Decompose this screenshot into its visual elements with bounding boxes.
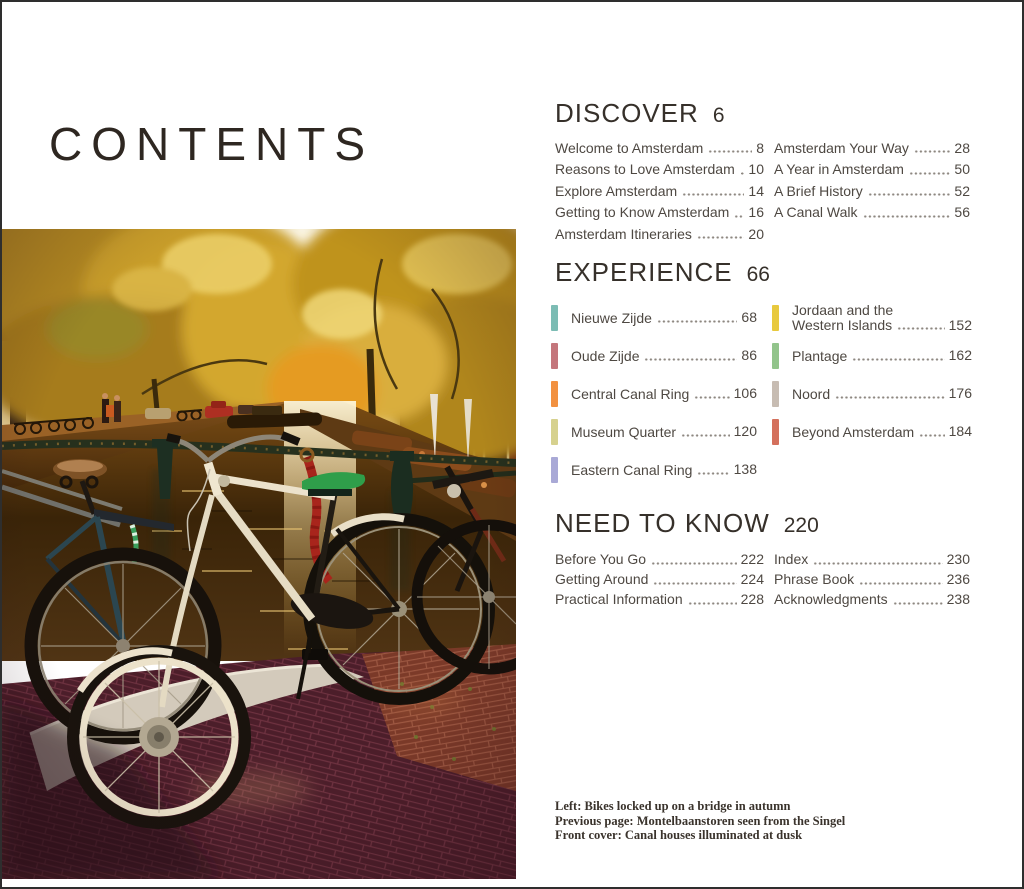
toc-entry-label: Nieuwe Zijde [571, 309, 652, 326]
dotted-leader [835, 395, 945, 400]
section-title: NEED TO KNOW [555, 508, 770, 538]
dotted-leader [688, 601, 737, 606]
toc-entry-label: Reasons to Love Amsterdam [555, 161, 735, 178]
toc-entry-label: Museum Quarter [571, 423, 677, 440]
toc-entry-label: Amsterdam Your Way [774, 140, 909, 156]
section-page-number: 66 [746, 263, 770, 286]
toc-entry-text [571, 348, 757, 363]
dotted-leader [682, 192, 744, 197]
section-need-to-know [555, 510, 970, 610]
toc-entry [555, 590, 764, 610]
toc-entry-page: 224 [740, 571, 764, 588]
toc-entry-label: Plantage [792, 347, 848, 364]
toc-entry-page: 120 [733, 423, 757, 440]
toc-entry-label: Welcome to Amsterdam [555, 140, 704, 156]
toc-columns [555, 138, 970, 245]
toc-entry-label: Jordaan and the [792, 301, 894, 318]
dotted-leader [859, 581, 942, 586]
toc-columns [551, 299, 972, 489]
toc-entry-page: 138 [733, 461, 757, 478]
toc-entry [555, 159, 764, 180]
toc-entry [774, 138, 970, 159]
toc-entry-page: 236 [946, 571, 970, 588]
toc-entry-text [792, 424, 972, 439]
dotted-leader [914, 149, 951, 154]
toc-entry-page: 20 [748, 225, 764, 242]
toc-entry [551, 337, 757, 375]
category-color-bar [551, 381, 558, 407]
section-heading [555, 259, 972, 288]
dotted-leader [813, 561, 942, 566]
toc-column [774, 550, 970, 610]
dotted-leader [852, 357, 944, 362]
toc-entry [774, 590, 970, 610]
category-color-bar [551, 457, 558, 483]
section-page-number: 220 [783, 514, 819, 537]
category-color-bar [551, 343, 558, 369]
toc-entry [774, 181, 970, 202]
toc-entry-label: Western Islands [792, 317, 893, 334]
toc-entry-page: 230 [946, 551, 970, 568]
section-title: DISCOVER [555, 98, 699, 128]
section-page-number: 6 [712, 104, 725, 127]
dotted-leader [919, 433, 944, 438]
dotted-leader [708, 149, 752, 154]
dotted-leader [694, 395, 729, 400]
toc-entry-text [792, 386, 972, 401]
toc-entry-page: 16 [748, 204, 764, 221]
toc-entry-label: Explore Amsterdam [555, 182, 678, 199]
toc-entry [555, 202, 764, 223]
toc-entry-text [792, 303, 972, 333]
canal-photo-illustration [2, 229, 516, 879]
toc-entry [551, 413, 757, 451]
section-heading [555, 100, 970, 129]
toc-entry-page: 228 [740, 591, 764, 608]
toc-entry [774, 550, 970, 570]
toc-entry-label: Oude Zijde [571, 347, 640, 364]
toc-entry-label: A Canal Walk [774, 204, 858, 221]
toc-entry-page: 184 [948, 423, 972, 440]
toc-entry-label: Getting Around [555, 571, 649, 588]
dotted-leader [734, 214, 744, 219]
toc-entry [774, 202, 970, 223]
dotted-leader [657, 319, 737, 324]
section-heading [555, 510, 970, 539]
section-experience [551, 259, 972, 489]
toc-entry [555, 224, 764, 245]
toc-entry-text [571, 386, 757, 401]
toc-entry-text [571, 310, 757, 325]
toc-entry-page: 68 [741, 309, 757, 326]
section-discover [555, 100, 970, 245]
photo-vignette [2, 229, 516, 879]
caption-line: Front cover: Canal houses illuminated at dusk [555, 828, 803, 843]
toc-entry-label: Before You Go [555, 551, 647, 568]
toc-entry-label: Index [774, 551, 809, 568]
dotted-leader [740, 171, 745, 176]
toc-entry [772, 375, 972, 413]
toc-column [555, 550, 764, 610]
toc-entry-label: Eastern Canal Ring [571, 461, 693, 478]
dotted-leader [681, 433, 730, 438]
toc-entry-page: 28 [954, 140, 970, 156]
toc-column [555, 138, 764, 245]
dotted-leader [653, 581, 736, 586]
toc-entry [774, 159, 970, 180]
dotted-leader [644, 357, 737, 362]
toc-entry-text [571, 424, 757, 439]
toc-entry-page: 176 [948, 385, 972, 402]
toc-entry-label: Central Canal Ring [571, 385, 690, 402]
category-color-bar [772, 343, 779, 369]
toc-entry-label: A Brief History [774, 182, 863, 199]
toc-entry-page: 222 [740, 551, 764, 568]
dotted-leader [868, 192, 951, 197]
category-color-bar [551, 419, 558, 445]
toc-entry [772, 413, 972, 451]
dotted-leader [909, 171, 950, 176]
toc-entry [555, 550, 764, 570]
dotted-leader [697, 235, 744, 240]
toc-entry-label: Getting to Know Amsterdam [555, 204, 730, 221]
toc-entry-label: Beyond Amsterdam [792, 423, 915, 440]
toc-entry-page: 52 [954, 182, 970, 199]
dotted-leader [863, 214, 951, 219]
toc-entry-page: 50 [954, 161, 970, 178]
toc-entry-label: Amsterdam Itineraries [555, 225, 692, 242]
toc-entry [551, 451, 757, 489]
toc-entry-page: 106 [733, 385, 757, 402]
toc-entry [555, 570, 764, 590]
toc-entry-page: 10 [748, 161, 764, 178]
toc-column [772, 299, 972, 489]
toc-entry [772, 337, 972, 375]
dotted-leader [697, 471, 729, 476]
toc-columns [555, 550, 970, 610]
toc-entry-page: 238 [946, 591, 970, 608]
section-title: EXPERIENCE [555, 257, 733, 287]
toc-entry [551, 299, 757, 337]
category-color-bar [772, 419, 779, 445]
toc-entry [551, 375, 757, 413]
category-color-bar [772, 381, 779, 407]
canal-photo [2, 229, 516, 879]
toc-entry-page: 162 [948, 347, 972, 364]
toc-column [551, 299, 757, 489]
toc-entry-label: Noord [792, 385, 831, 402]
category-color-bar [551, 305, 558, 331]
photo-captions [555, 799, 975, 843]
toc-entry-page: 56 [954, 204, 970, 221]
dotted-leader [897, 326, 945, 331]
toc-entry-page: 8 [756, 140, 764, 156]
toc-entry-page: 86 [741, 347, 757, 364]
toc-entry-label: Phrase Book [774, 571, 855, 588]
toc-entry-text [571, 462, 757, 477]
toc-entry-text [792, 348, 972, 363]
toc-entry-page: 14 [748, 182, 764, 199]
page-title: CONTENTS [49, 117, 374, 170]
toc-entry-label: A Year in Amsterdam [774, 161, 904, 178]
toc-entry [555, 138, 764, 159]
toc-entry [774, 570, 970, 590]
caption-line: Left: Bikes locked up on a bridge in autumn [555, 799, 791, 813]
toc-entry-label: Acknowledgments [774, 591, 888, 608]
toc-column [774, 138, 970, 245]
category-color-bar [772, 305, 779, 331]
toc-entry-label: Practical Information [555, 591, 683, 608]
dotted-leader [893, 601, 943, 606]
toc-entry [772, 299, 972, 337]
dotted-leader [651, 561, 737, 566]
toc-entry [555, 181, 764, 202]
toc-entry-page: 152 [948, 316, 972, 333]
caption-line: Previous page: Montelbaanstoren seen from the Singel [555, 813, 846, 828]
